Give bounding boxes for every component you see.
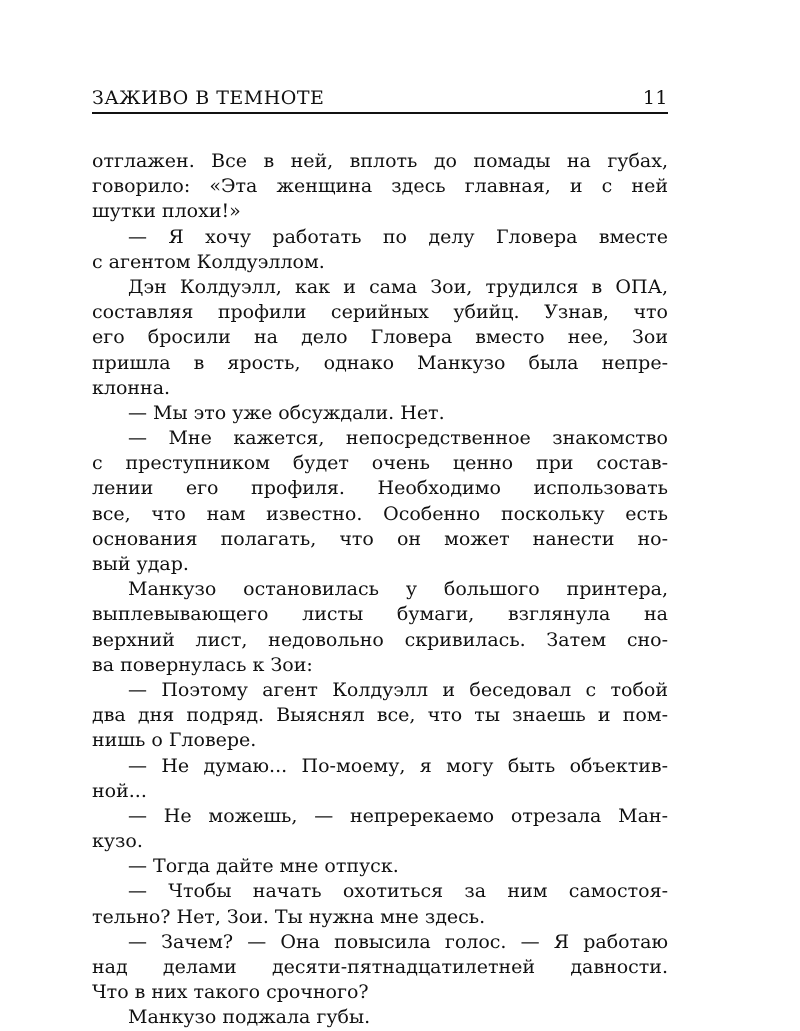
text-line: говорило: «Эта женщина здесь главная, и с ней (92, 175, 668, 198)
text-line: кузо. (92, 830, 143, 853)
text-line: ва повернулась к Зои: (92, 653, 313, 676)
text-line: шутки плохи!» (92, 200, 241, 223)
text-line: тельно? Нет, Зои. Ты нужна мне здесь. (92, 905, 486, 928)
text-line: — Поэтому агент Колдуэлл и беседовал с тобой (128, 678, 668, 701)
page-number: 11 (642, 87, 668, 109)
text-line: с преступником будет очень ценно при состав- (92, 452, 668, 475)
text-line: — Не можешь, — непререкаемо отрезала Ман- (128, 804, 668, 827)
text-line: — Чтобы начать охотиться за ним самостоя- (128, 880, 668, 903)
text-line: Дэн Колдуэлл, как и сама Зои, трудился в ОПА, (128, 275, 668, 298)
text-line: Манкузо поджала губы. (128, 1006, 371, 1029)
book-page (92, 84, 668, 1031)
text-line: — Зачем? — Она повысила голос. — Я работаю (128, 930, 668, 953)
text-line: над делами десяти-пятнадцатилетней давности. (92, 956, 668, 978)
text-line: — Я хочу работать по делу Гловера вместе (128, 225, 668, 248)
text-line: два дня подряд. Выяснял все, что ты знаешь и пом- (92, 704, 668, 727)
text-line: — Мы это уже обсуждали. Нет. (128, 401, 445, 424)
running-header (92, 84, 668, 114)
text-line: — Мне кажется, непосредственное знакомство (128, 427, 668, 450)
chapter-title: ЗАЖИВО В ТЕМНОТЕ (92, 87, 325, 109)
text-line: основания полагать, что он может нанести но- (92, 527, 668, 550)
text-line: ной... (92, 779, 147, 802)
text-line: лении его профиля. Необходимо использовать (92, 477, 668, 500)
text-line: пришла в ярость, однако Манкузо была непре- (92, 351, 668, 374)
text-line: его бросили на дело Гловера вместо нее, Зои (92, 326, 668, 349)
text-line: все, что нам известно. Особенно поскольку есть (92, 502, 668, 525)
text-line: отглажен. Все в ней, вплоть до помады на губах, (92, 150, 668, 172)
text-line: выплевывающего листы бумаги, взглянула на (92, 603, 668, 626)
text-line: Манкузо остановилась у большого принтера, (128, 578, 668, 601)
text-line: нишь о Гловере. (92, 729, 257, 752)
text-line: — Тогда дайте мне отпуск. (128, 855, 399, 878)
text-line: составляя профили серийных убийц. Узнав, что (92, 301, 668, 324)
text-line: верхний лист, недовольно скривилась. Затем сно- (92, 628, 668, 651)
text-line: с агентом Колдуэллом. (92, 250, 325, 273)
text-line: — Не думаю... По-моему, я могу быть объектив- (128, 754, 668, 777)
text-line: вый удар. (92, 553, 189, 575)
text-line: клонна. (92, 376, 171, 399)
body-text (92, 149, 668, 1031)
text-line: Что в них такого срочного? (92, 981, 369, 1004)
